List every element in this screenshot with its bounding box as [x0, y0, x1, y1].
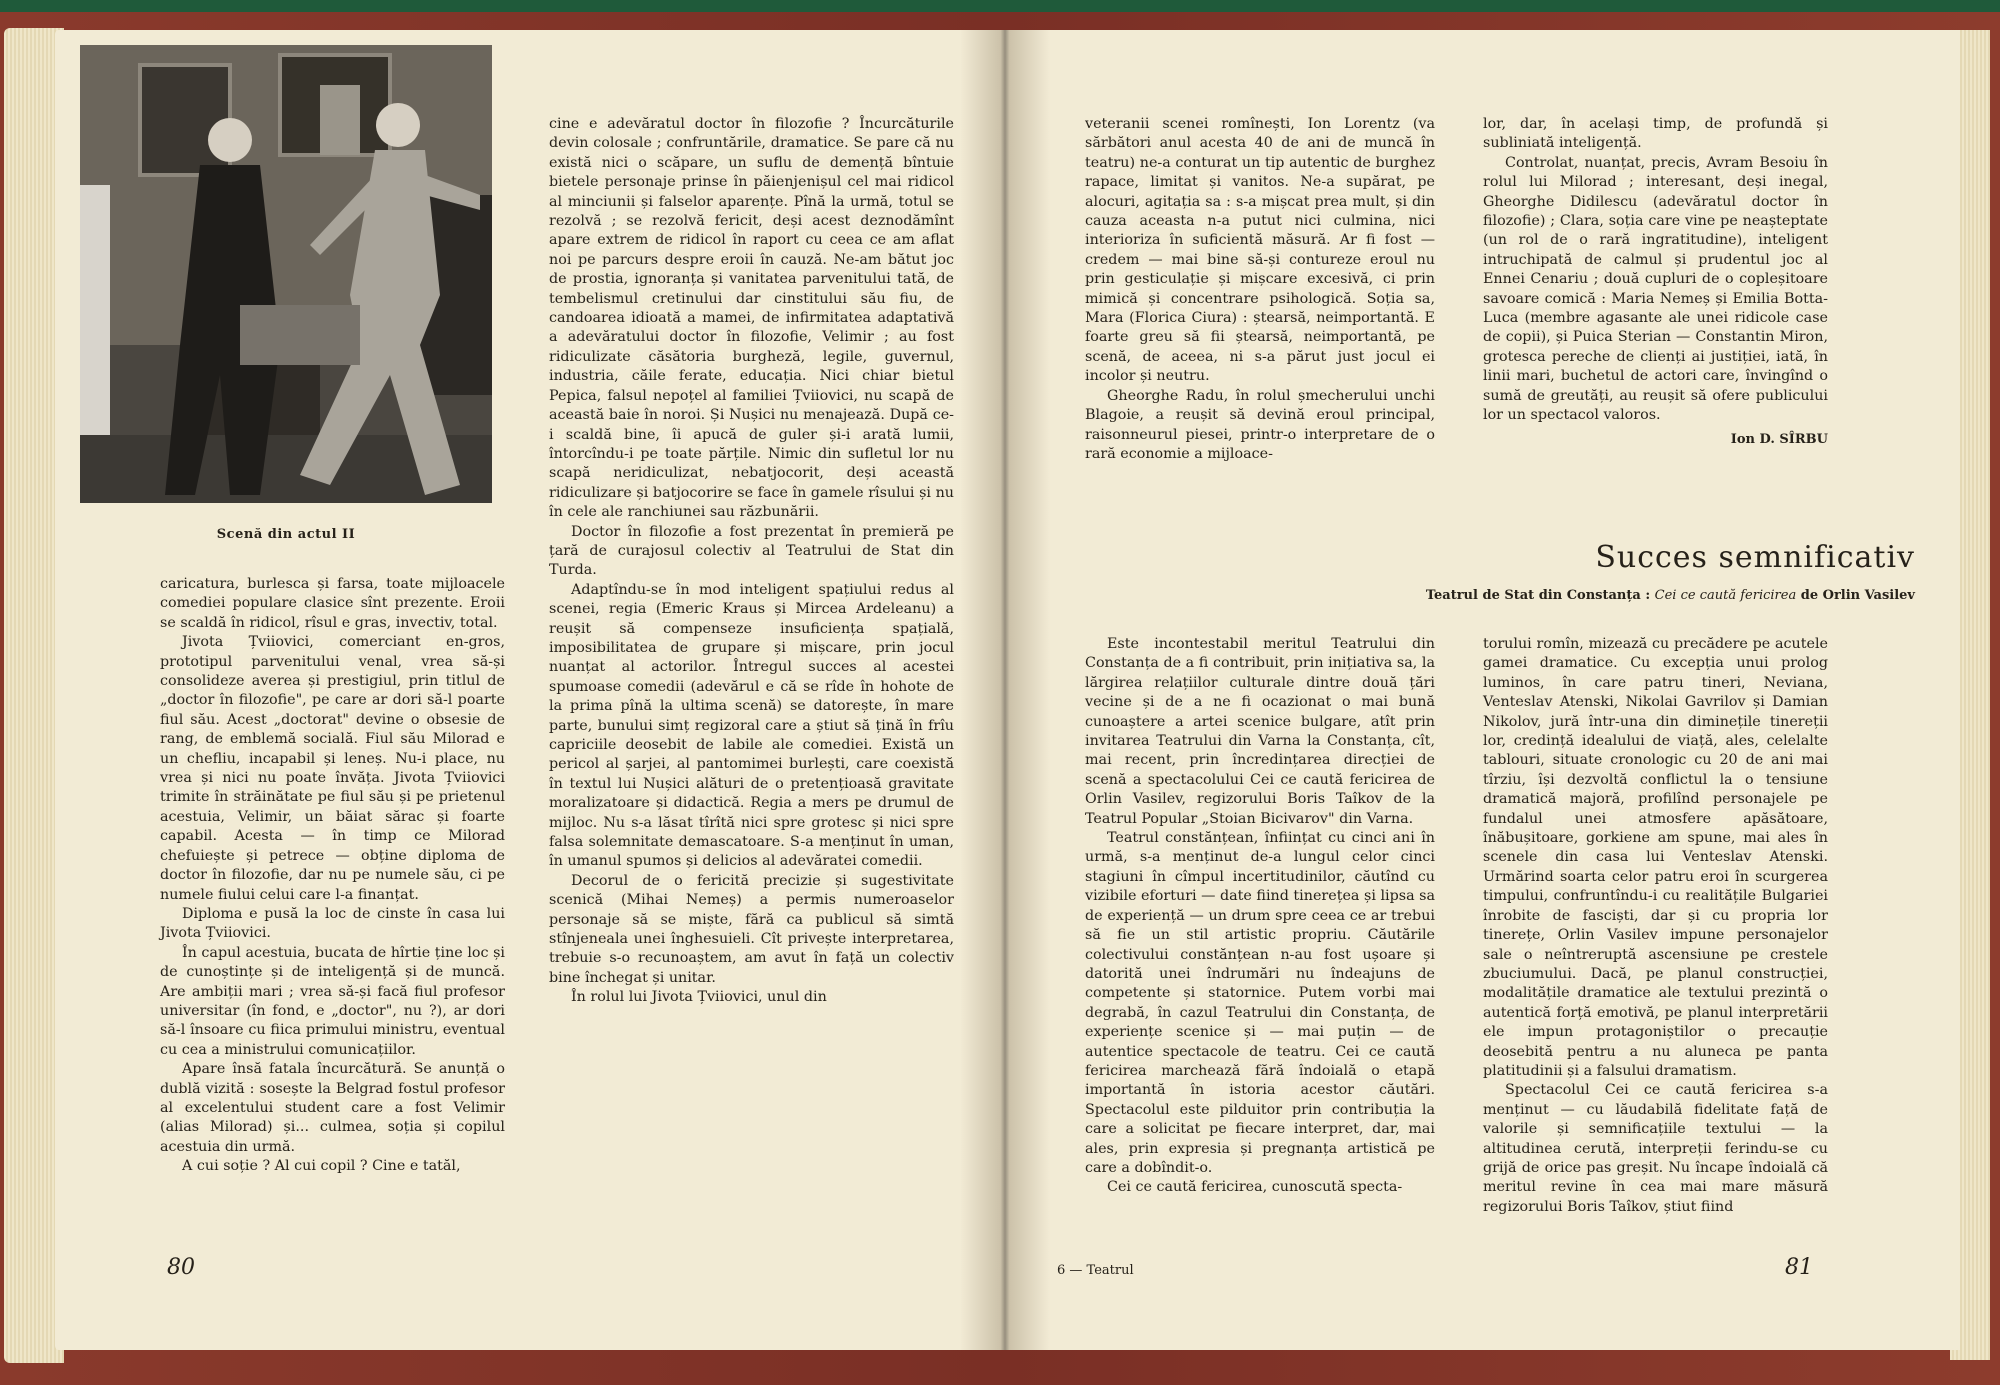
paragraph: A cui soție ? Al cui copil ? Cine e tatăl, — [182, 1158, 461, 1175]
right-page — [1005, 30, 1960, 1350]
page-number-right: 81 — [1785, 1255, 1813, 1280]
paragraph: Spectacolul Cei ce caută fericirea s-a menținut — cu lăudabilă fidelitate față de valorile și semnificațiile textului — la altitudinea cerută, interpreții ferindu-se cu grijă de orice pas greșit. Nu încape îndoială că meritul revine în cea mai mare măsură regizorului Boris Taîkov, știut fiind — [1483, 1082, 1828, 1215]
paragraph: Gheorghe Radu, în rolul șmecherului unchi Blagoie, a reușit să devină eroul principal, raisonneurul piesei, printr-o interpretare de o rară economie a mijloace- — [1085, 387, 1435, 462]
left-column-2 — [549, 115, 954, 1008]
paragraph: Adaptîndu-se în mod inteligent spațiului redus al scenei, regia (Emeric Kraus și Mircea Ardeleanu) a reușit să compenseze insuficiența spațială, imposibilitatea de grupare și mișcare, prin jocul nuanțat al actorilor. Întregul succes al acestei spumoase comedii (adevărul e că se rîde în hohote de la prima pînă la ultima scenă) se datorește, în mare parte, bunului simț regizoral care a știut să țină în frîu capriciile deosebit de labile ale comediei. Există un pericol al șarjei, al pantomimei burlești, care coexistă în textul lui Nușici alături de o pretențioasă gravitate moralizatoare și didactică. Regia a mers pe drumul de mijloc. Nu s-a lăsat tîrîtă nici spre grotesc și nici spre falsa solemnitate demascatoare. S-a menținut în uman, în umanul spumos și delicios al adevăratei comedii. — [549, 581, 954, 870]
subtitle-theatre: Teatrul de Stat din Constanța : — [1425, 588, 1651, 603]
scene-photo-image — [80, 45, 492, 503]
paragraph: Doctor în filozofie a fost prezentat în premieră pe țară de curajosul colectiv al Teatrului de Stat din Turda. — [549, 523, 954, 579]
subtitle-author: de Orlin Vasilev — [1800, 588, 1915, 603]
paragraph: Este incontestabil meritul Teatrului din Constanța de a fi contribuit, prin inițiativa sa, la lărgirea relațiilor culturale dintre două țări vecine și de a ne fi ocazionat o mai bună cunoaștere a artei scenice bulgare, atît prin invitarea Teatrului din Varna la Constanța, cît, mai recent, prin încredințarea direcției de scenă a spectacolului Cei ce caută fericirea de Orlin Vasilev, regizorului Boris Taîkov de la Teatrul Popular „Stoian Bicivarov" din Varna. — [1085, 636, 1435, 827]
scene-photo — [80, 45, 492, 503]
article-subtitle — [1426, 588, 1915, 603]
paragraph: Apare însă fatala încurcătură. Se anunță o dublă vizită : sosește la Belgrad fostul profesor al excelentului student care a fost Velimir (alias Milorad) și... culmea, soția și copilul acestuia din urmă. — [160, 1061, 505, 1155]
paragraph: În capul acestuia, bucata de hîrtie ține loc și de cunoștințe și de inteligență și de muncă. Are ambiții mari ; vrea să-și facă fiul profesor universitar (în fond, e „doctor", nu ?), ar dori să-l însoare cu fiica primului ministru, eventual cu cea a ministrului comunicațiilor. — [160, 944, 505, 1058]
photo-caption: Scenă din actul II — [216, 527, 356, 542]
paragraph: Jivota Țviiovici, comerciant en-gros, prototipul parvenitului venal, vrea să-și consolideze averea și prestigiul, prin titlul de „doctor în filozofie", pe care ar dori să-l poarte fiul său. Acest „doctorat" devine o obsesie de rang, de emblemă socială. Fiul său Milorad e un chefliu, incapabil și leneș. Nu-i place, nu vrea și nici nu poate învăța. Jivota Țviiovici trimite în străinătate pe fiul său și pe prietenul acestuia, Velimir, un băiat sărac și foarte capabil. Acesta — în timp ce Milorad chefuiește și petrece — obține diploma de doctor în filozofie, dar nu pe numele său, ci pe numele fiului celui care l-a finanțat. — [160, 634, 505, 903]
paragraph: caricatura, burlesca și farsa, toate mijloacele comediei populare clasice sînt prezente. Eroii se scaldă în ridicol, rîsul e gras, invectiv, total. — [160, 576, 505, 631]
right-column-2 — [1483, 115, 1828, 449]
right-column-4 — [1483, 635, 1828, 1217]
right-column-3 — [1085, 635, 1435, 1198]
paragraph: veteranii scenei romînești, Ion Lorentz (va sărbători anul acesta 40 de ani de muncă în teatru) ne-a conturat un tip autentic de burghez rapace, limitat și vanitos. Ne-a supărat, pe alocuri, agitația sa : s-a mișcat prea mult, și din cauza aceasta n-a putut nici culmina, nici interioriza în suficientă măsură. Ar fi fost — credem — mai bine să-și contureze eroul nu prin gesticulație și mișcare excesivă, ci prin mimică și concentrare psihologică. Soția sa, Mara (Florica Ciura) : ștearsă, neimportantă. E foarte greu să fii ștearsă, neimportantă, pe scenă, de aceea, ni s-a părut just jocul ei incolor și neutru. — [1085, 116, 1435, 385]
author-signature: Ion D. SÎRBU — [1730, 431, 1828, 447]
paragraph: Decorul de o fericită precizie și sugestivitate scenică (Mihai Nemeș) a permis numeroaselor personaje să se miște, fără ca publicul să simtă stînjeneala unei înghesuieli. Cît privește interpretarea, trebuie s-o recunoaștem, am avut în față un colectiv bine închegat și unitar. — [549, 872, 954, 986]
right-column-1 — [1085, 115, 1435, 464]
paragraph: torului romîn, mizează cu precădere pe acutele gamei dramatice. Cu excepția unui prolog luminos, în care patru tineri, Neviana, Venteslav Atenski, Nikolai Gavrilov și Damian Nikolov, jură într-una din diminețile tinereții lor, credință idealului de viață, ales, celelalte tablouri, situate cronologic cu 20 de ani mai tîrziu, își dezvoltă conflictul la o tensiune dramatică majoră, profilînd personajele pe fundalul unei atmosfere apăsătoare, înăbușitoare, gorkiene am spune, mai ales în scenele din casa lui Venteslav Atenski. Urmărind soarta celor patru eroi în scurgerea timpului, confruntîndu-i cu realitățile Bulgariei înrobite de fasciști, dar și cu propria lor tinerețe, Orlin Vasilev impune personajelor sale o neîntreruptă ascensiune pe crestele zbuciumului. Dacă, pe planul construcției, modalitățile dramatice ale textului prezintă o autentică forță emotivă, pe planul interpretării ele impun protagoniștilor o precauție deosebită pentru a nu aluneca pe panta platitudinii și a falsului dramatism. — [1483, 636, 1828, 1079]
journal-footer: 6 — Teatrul — [1057, 1263, 1134, 1278]
left-column-1 — [160, 575, 505, 1177]
paragraph: lor, dar, în același timp, de profundă și subliniată inteligență. — [1483, 116, 1828, 152]
paragraph: cine e adevăratul doctor în filozofie ? Încurcăturile devin colosale ; confruntările, dramatice. Se pare că nu există nici o scăpare, un suflu de demență bîntuie bietele personaje prinse în păienjenișul cel mai ridicol al minciunii și falselor aparențe. Pînă la urmă, totul se rezolvă ; se rezolvă fericit, deși acest deznodămînt apare extrem de ridicol în raport cu ceea ce am aflat noi pe parcurs despre eroii în cauză. Ne-am bătut joc de prostia, ignoranța și vanitatea parvenitului tată, de tembelismul cretinului dar cinstitului său fiu, de candoarea idioată a mamei, de infirmitatea adaptativă a adevăratului doctor în filozofie, Velimir ; au fost ridiculizate căsătoria burgheză, legile, guvernul, industria, căile ferate, educația. Nici chiar bietul Pepica, falsul nepoțel al familiei Țviiovici, nu scapă de această baie în noroi. Și Nușici nu menajează. După ce-i scaldă bine, îi apucă de guler și-i arată lumii, întorcîndu-i pe toate părțile. Nimic din sufletul lor nu scapă neridiculizat, nebatjocorit, deși această ridiculizare și batjocorire se face în gamele rîsului și nu în cele ale ranchiunei sau răzbunării. — [549, 116, 954, 521]
page-number-left: 80 — [167, 1255, 195, 1280]
article-title: Succes semnificativ — [1595, 540, 1915, 575]
paragraph: Teatrul constănțean, înființat cu cinci ani în urmă, s-a menținut de-a lungul celor cinci stagiuni în cîmpul incertitudinilor, căutînd cu vizibile eforturi — date fiind tinerețea și lipsa sa de experiență — un drum spre ceea ce ar trebui să fie un stil artistic propriu. Căutările colectivului constănțean n-au fost ușoare și datorită unei îndrumări nu îndeajuns de competente și statornice. Putem vorbi mai degrabă, în cazul Teatrului din Constanța, de experiențe scenice și — mai puțin — de autentice spectacole de teatru. Cei ce caută fericirea marchează fără îndoială o etapă importantă în istoria acestor căutări. Spectacolul este pilduitor prin contribuția la care a solicitat pe fiecare interpret, dar, mai ales, prin expresia și pregnanța artistică pe care a dobîndit-o. — [1085, 830, 1436, 1176]
left-page — [55, 30, 1005, 1350]
paragraph: În rolul lui Jivota Țviiovici, unul din — [571, 989, 827, 1006]
paragraph: Diploma e pusă la loc de cinste în casa lui Jivota Țviiovici. — [160, 905, 505, 942]
paragraph: Controlat, nuanțat, precis, Avram Besoiu în rolul lui Milorad ; interesant, deși inegal, Gheorghe Didilescu (adevăratul doctor în filozofie) ; Clara, soția care vine pe neașteptate (un rol de o rară ingratitudine), inteligent intruchipată de calmul și prudentul joc al Ennei Cenariu ; două cupluri de o copleșitoare savoare comică : Maria Nemeș și Emilia Botta-Luca (membre agasante ale unei ridicole case de copii), și Puica Sterian — Constantin Miron, grotesca pereche de clienți ai justiției, iată, în linii mari, buchetul de actori care, învingînd o sumă de greutăți, au reușit să ofere publicului lor un spectacol valoros. — [1483, 154, 1828, 424]
subtitle-play: Cei ce caută fericirea — [1654, 588, 1797, 603]
paragraph: Cei ce caută fericirea, cunoscută specta- — [1107, 1179, 1403, 1196]
